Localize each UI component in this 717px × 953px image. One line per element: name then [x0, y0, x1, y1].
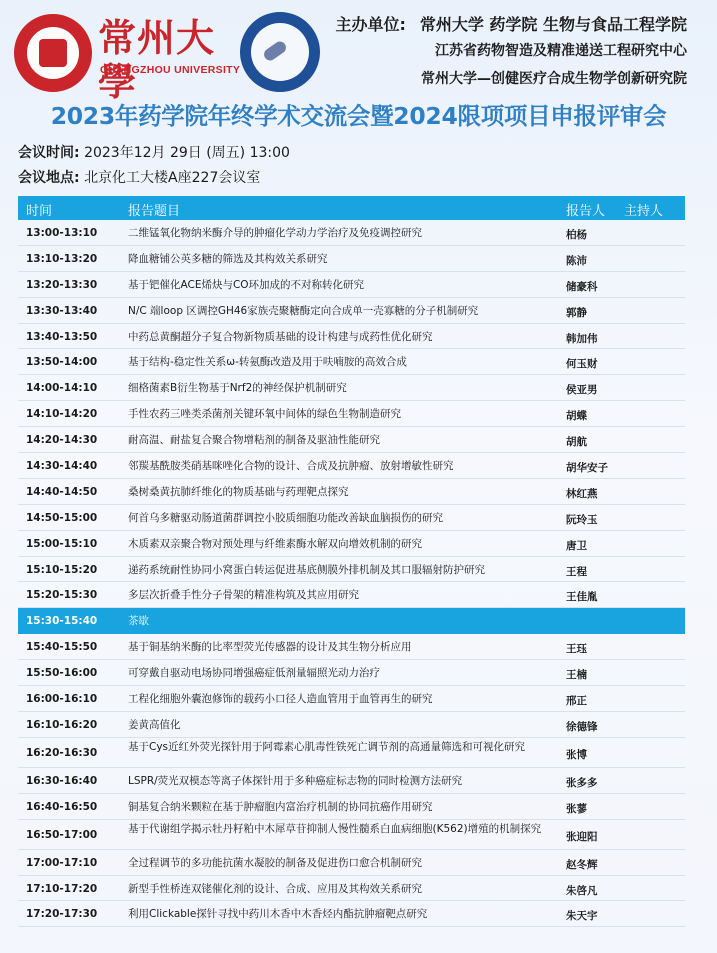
table-header	[18, 196, 685, 220]
table-body	[18, 220, 685, 927]
host-organizer: 江苏省药物智造及精准递送工程研究中心	[435, 43, 687, 59]
title-cell: 中药总黄酮超分子复合物新物质基础的设计构建与成药性优化研究	[128, 330, 433, 343]
host-line-1	[335, 12, 687, 35]
time-cell: 13:20-13:30	[26, 278, 98, 291]
time-cell: 13:30-13:40	[26, 304, 98, 317]
time-cell: 16:40-16:50	[26, 800, 98, 813]
time-cell: 16:50-17:00	[26, 828, 98, 841]
table-row	[18, 272, 685, 298]
time-cell: 14:10-14:20	[26, 408, 98, 421]
table-row	[18, 820, 685, 850]
time-cell: 15:00-15:10	[26, 537, 98, 550]
speaker-cell: 王程	[566, 565, 587, 578]
table-row	[18, 876, 685, 902]
speaker-cell: 何玉财	[566, 358, 598, 371]
table-row	[18, 531, 685, 557]
time-cell: 17:20-17:30	[26, 908, 98, 921]
time-cell: 14:00-14:10	[26, 382, 98, 395]
speaker-cell: 朱啓凡	[566, 884, 598, 897]
title-cell: LSPR/荧光双模态等离子体探针用于多种癌症标志物的同时检测方法研究	[128, 774, 463, 787]
table-row	[18, 246, 685, 272]
table-row	[18, 401, 685, 427]
table-row	[18, 479, 685, 505]
title-cell: 可穿戴自驱动电场协同增强癌症低剂量辐照光动力治疗	[128, 667, 380, 680]
title-cell: 递药系统耐性协同小窝蛋白转运促进基底侧膜外排机制及其口服辐射防护研究	[128, 563, 485, 576]
table-row	[18, 794, 685, 820]
speaker-cell: 郭静	[566, 306, 587, 319]
meeting-time-value: 2023年12月 29日 (周五) 13:00	[84, 145, 290, 161]
speaker-cell: 邢正	[566, 695, 587, 708]
time-cell: 16:00-16:10	[26, 693, 98, 706]
time-cell: 13:00-13:10	[26, 227, 98, 239]
header-time: 时间	[26, 204, 53, 219]
title-cell: 基于Cys近红外荧光探针用于阿霉素心肌毒性铁死亡调节剂的高通量筛选和可视化研究	[128, 740, 526, 753]
speaker-cell: 张蓼	[566, 802, 587, 815]
host-label: 主办单位:	[335, 15, 406, 34]
title-cell: 多层次折叠手性分子骨架的精准构筑及其应用研究	[128, 589, 359, 602]
speaker-cell: 储豪科	[566, 280, 598, 293]
time-cell: 15:50-16:00	[26, 667, 98, 680]
table-row	[18, 453, 685, 479]
pharmacy-school-logo	[240, 12, 320, 92]
speaker-cell: 王珏	[566, 643, 587, 656]
title-cell: 铜基复合纳米颗粒在基于肿瘤胞内富治疗机制的协同抗癌作用研究	[128, 800, 433, 813]
meeting-place	[18, 167, 260, 187]
speaker-cell: 侯亚男	[566, 384, 598, 397]
title-cell: 木质素双亲聚合物对预处理与纤维素酶水解双向增效机制的研究	[128, 537, 422, 550]
speaker-cell: 韩加伟	[566, 332, 598, 345]
speaker-cell: 胡蝶	[566, 410, 587, 423]
time-cell: 14:30-14:40	[26, 460, 98, 473]
speaker-cell: 唐卫	[566, 539, 587, 552]
title-cell: 利用Clickable探针寻找中药川木香中木香烃内酯抗肿瘤靶点研究	[128, 908, 428, 921]
time-cell: 17:10-17:20	[26, 882, 98, 895]
time-cell: 16:30-16:40	[26, 774, 98, 787]
meeting-place-value: 北京化工大楼A座227会议室	[84, 170, 261, 186]
university-seal-logo	[14, 14, 92, 92]
title-cell: N/C 端loop 区调控GH46家族壳聚糖酶定向合成单一壳寡糖的分子机制研究	[128, 304, 479, 317]
title-cell: 茶歇	[128, 615, 149, 628]
university-name-cn: 常州大學	[98, 15, 216, 104]
table-row	[18, 660, 685, 686]
speaker-cell: 王佳胤	[566, 591, 598, 604]
meeting-time	[18, 142, 290, 162]
table-row	[18, 686, 685, 712]
speaker-cell: 赵冬辉	[566, 858, 598, 871]
page-title: 2023年药学院年终学术交流会暨2024限项项目申报评审会	[50, 102, 667, 130]
time-cell: 13:40-13:50	[26, 330, 98, 343]
table-row	[18, 220, 685, 246]
table-row	[18, 634, 685, 660]
speaker-cell: 徐德锋	[566, 721, 598, 734]
table-row	[18, 349, 685, 375]
title-cell: 耐高温、耐盐复合聚合物增粘剂的制备及驱油性能研究	[128, 434, 380, 447]
speaker-cell: 林红燕	[566, 487, 598, 500]
speaker-cell: 胡航	[566, 436, 587, 449]
time-cell: 13:50-14:00	[26, 356, 98, 369]
university-name-en: CHANGZHOU UNIVERSITY	[100, 64, 241, 76]
schedule-table	[18, 196, 685, 927]
time-cell: 15:10-15:20	[26, 563, 98, 576]
title-cell: 二维锰氧化物纳米酶介导的肿瘤化学动力学治疗及免疫调控研究	[128, 227, 422, 239]
table-row	[18, 850, 685, 876]
table-row	[18, 712, 685, 738]
title-cell: 基于铜基纳米酶的比率型荧光传感器的设计及其生物分析应用	[128, 641, 412, 654]
time-cell: 15:20-15:30	[26, 589, 98, 602]
table-row	[18, 324, 685, 350]
title-cell: 手性农药三唑类杀菌剂关键环氧中间体的绿色生物制造研究	[128, 408, 401, 421]
table-row	[18, 505, 685, 531]
speaker-cell: 张迎阳	[566, 830, 598, 843]
title-cell: 基于代谢组学揭示牡丹籽粕中木犀草苷抑制人慢性髓系白血病细胞(K562)增殖的机制探究	[128, 822, 542, 835]
title-cell: 何首乌多糖驱动肠道菌群调控小胶质细胞功能改善缺血脑损伤的研究	[128, 511, 443, 524]
table-row	[18, 298, 685, 324]
host-line-3	[421, 68, 687, 88]
time-cell: 13:10-13:20	[26, 252, 98, 265]
title-cell: 桑树桑黄抗肺纤维化的物质基础与药理靶点探究	[128, 485, 349, 498]
time-cell: 16:10-16:20	[26, 719, 98, 732]
title-cell: 基于结构-稳定性关系ω-转氨酶改造及用于呋喃胺的高效合成	[128, 356, 407, 369]
meeting-place-label: 会议地点:	[18, 170, 80, 186]
table-row	[18, 557, 685, 583]
meeting-time-label: 会议时间:	[18, 145, 80, 161]
title-cell: 新型手性桥连双铑催化剂的设计、合成、应用及其构效关系研究	[128, 882, 422, 895]
title-cell: 全过程调节的多功能抗菌水凝胶的制备及促进伤口愈合机制研究	[128, 856, 422, 869]
title-cell: 降血糖铺公英多糖的筛选及其构效关系研究	[128, 252, 328, 265]
time-cell: 16:20-16:30	[26, 746, 98, 759]
speaker-cell: 柏杨	[566, 229, 587, 241]
table-row	[18, 768, 685, 794]
host-organizer: 常州大学—创健医疗合成生物学创新研究院	[421, 71, 687, 87]
title-cell: 姜黄高值化	[128, 719, 181, 732]
time-cell: 17:00-17:10	[26, 856, 98, 869]
header-host: 主持人	[624, 204, 664, 219]
speaker-cell: 阮玲玉	[566, 513, 598, 526]
time-cell: 14:40-14:50	[26, 485, 98, 498]
header-speaker: 报告人	[566, 204, 606, 219]
table-row	[18, 375, 685, 401]
time-cell: 15:30-15:40	[26, 615, 98, 628]
table-row	[18, 582, 685, 608]
table-row	[18, 901, 685, 927]
host-line-2	[435, 40, 687, 60]
title-cell: 细格菌素B衍生物基于Nrf2的神经保护机制研究	[128, 382, 347, 395]
title-cell: 工程化细胞外囊泡修饰的载药小口径人造血管用于血管再生的研究	[128, 693, 433, 706]
speaker-cell: 胡华安子	[566, 462, 608, 475]
speaker-cell: 陈沛	[566, 254, 587, 267]
speaker-cell: 张多多	[566, 776, 598, 789]
speaker-cell: 王楠	[566, 669, 587, 682]
time-cell: 15:40-15:50	[26, 641, 98, 654]
header-title: 报告题目	[128, 204, 181, 219]
table-row	[18, 738, 685, 768]
speaker-cell: 张博	[566, 748, 587, 761]
title-cell: 基于钯催化ACE烯炔与CO环加成的不对称转化研究	[128, 278, 365, 291]
break-row	[18, 608, 685, 634]
title-cell: 邻羰基酰胺类硝基咪唑化合物的设计、合成及抗肿瘤、放射增敏性研究	[128, 460, 454, 473]
time-cell: 14:50-15:00	[26, 511, 98, 524]
host-organizer: 常州大学 药学院 生物与食品工程学院	[419, 15, 687, 34]
speaker-cell: 朱天宇	[566, 910, 598, 923]
time-cell: 14:20-14:30	[26, 434, 98, 447]
table-row	[18, 427, 685, 453]
